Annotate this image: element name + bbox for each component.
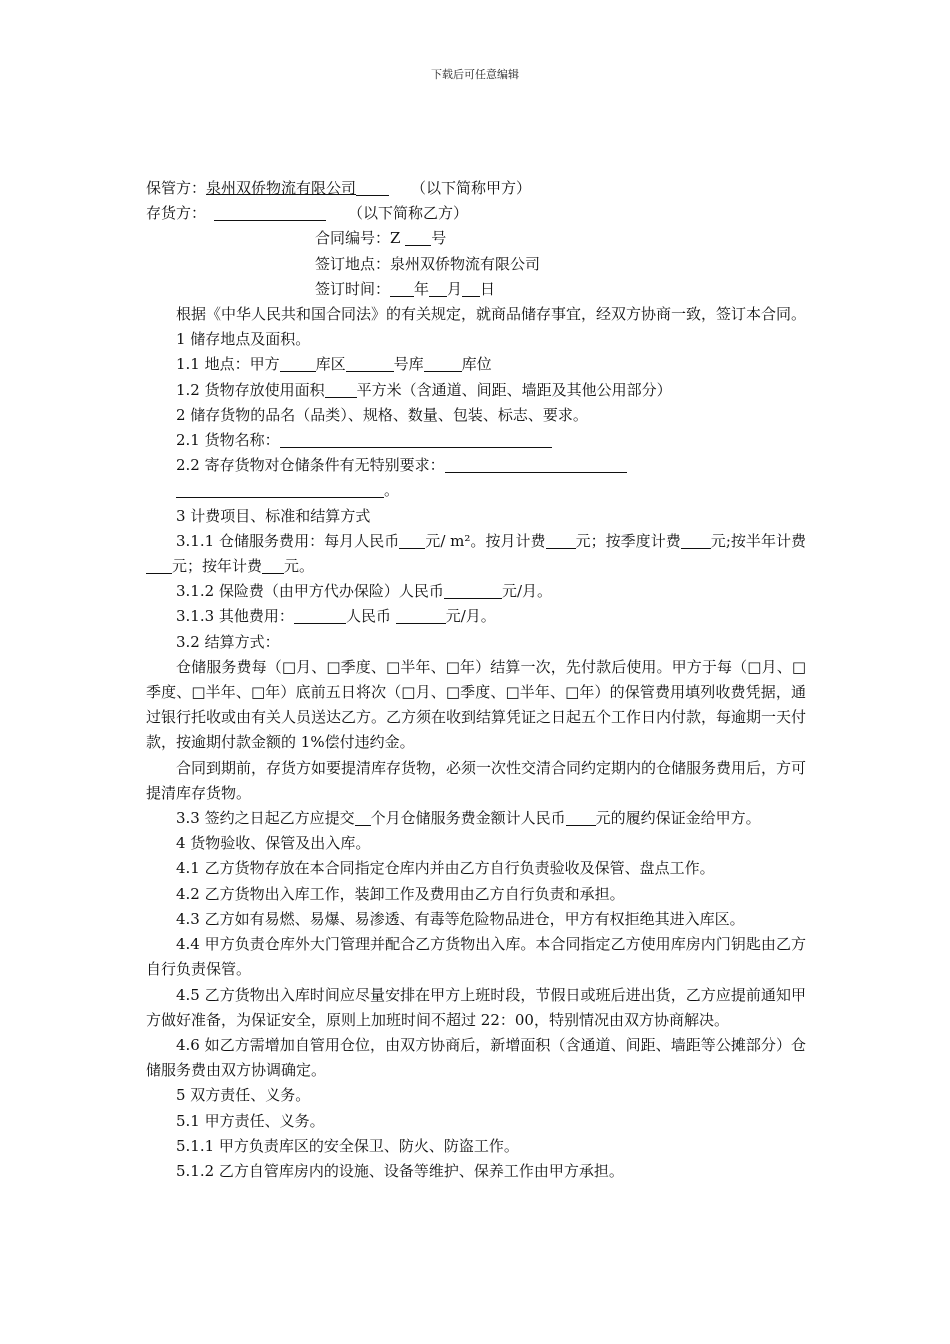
clause-5-1-1: 5.1.1 甲方负责库区的安全保卫、防火、防盗工作。 — [176, 1136, 519, 1155]
half-year-fee-blank[interactable] — [146, 556, 172, 574]
clause-3-1-2 — [146, 579, 806, 604]
clause-3-1-3-a: 3.1.3 其他费用： — [176, 607, 294, 626]
clause-4-6: 4.6 如乙方需增加自管用仓位，由双方协商后，新增面积（含通道、间距、墙距等公摊部分）仓储服务费由双方协调确定。 — [146, 1035, 806, 1080]
clause-2-2-cont — [146, 478, 806, 503]
section-1-title: 1 储存地点及面积。 — [176, 330, 311, 349]
contract-document — [146, 176, 806, 1184]
keeper-line — [146, 176, 806, 201]
section-4-title: 4 货物验收、保管及出入库。 — [176, 834, 371, 853]
clause-3-1-1-d: 元;按半年计费 — [710, 531, 806, 550]
clause-3-3-c: 元的履约保证金给甲方。 — [595, 809, 761, 828]
clause-4-1: 4.1 乙方货物存放在本合同指定仓库内并由乙方自行负责验收及保管、盘点工作。 — [176, 859, 715, 878]
goods-name-blank[interactable] — [280, 430, 552, 448]
clause-3-1-3-b: 人民币 — [345, 607, 396, 626]
quarterly-fee-blank[interactable] — [681, 531, 711, 549]
clause-1-1-text: 1.1 地点：甲方 — [176, 355, 280, 374]
yearly-fee-blank[interactable] — [262, 556, 284, 574]
depositor-line — [146, 201, 806, 226]
clause-2-2-text: 2.2 寄存货物对仓储条件有无特别要求： — [176, 456, 445, 475]
clause-2-2 — [146, 453, 806, 478]
special-req-blank[interactable] — [445, 455, 627, 473]
clause-3-2: 3.2 结算方式： — [176, 632, 280, 651]
clause-4-4: 4.4 甲方负责仓库外大门管理并配合乙方货物出入库。本合同指定乙方使用库房内门钥匙由乙方自行负责保管。 — [146, 935, 806, 979]
month-label: 月 — [447, 279, 463, 298]
monthly-fee-blank[interactable] — [546, 531, 576, 549]
contract-number-line — [146, 226, 806, 251]
clause-4-3: 4.3 乙方如有易燃、易爆、易渗透、有毒等危险物品进仓，甲方有权拒绝其进入库区。 — [176, 909, 745, 928]
deposit-amount-blank[interactable] — [566, 808, 596, 826]
settlement-paragraph-1: 仓储服务费每（□月、□季度、□半年、□年）结算一次，先付款后使用。甲方于每（□月、□季度、□半年、□年）底前五日将次（□月、□季度、□半年、□年）的保管费用填列收费凭据，通过银行托收或由有关人员送达乙方。乙方须在收到结算凭证之日起五个工作日内付款，每逾期一天付款，按逾期付款金额的 1%偿付违约金。 — [146, 657, 807, 752]
clause-3-1-1 — [146, 529, 806, 579]
clause-1-1-slot: 库位 — [461, 355, 492, 374]
warehouse-blank[interactable] — [346, 354, 394, 372]
slot-blank[interactable] — [424, 354, 462, 372]
clause-1-1-warehouse: 号库 — [393, 355, 424, 374]
clause-3-1-3-c: 元/月。 — [445, 607, 496, 626]
area-blank[interactable] — [325, 380, 357, 398]
clause-4-5: 4.5 乙方货物出入库时间应尽量安排在甲方上班时段，节假日或班后进出货，乙方应提前通知甲方做好准备，为保证安全，原则上加班时间不超过 22：00，特别情况由双方协商解决。 — [146, 985, 806, 1029]
keeper-blank[interactable] — [356, 178, 389, 196]
settlement-paragraph-2: 合同到期前，存货方如要提清库存货物，必须一次性交清合同约定期内的仓储服务费用后，方可提清库存货物。 — [146, 758, 807, 802]
clause-3-3-a: 3.3 签约之日起乙方应提交 — [176, 809, 355, 828]
clause-3-1-1-b: 元/ m²。按月计费 — [425, 531, 546, 550]
year-label: 年 — [414, 279, 430, 298]
special-req-blank-2[interactable] — [176, 480, 384, 498]
clause-3-1-3 — [146, 604, 806, 629]
month-blank[interactable] — [429, 279, 447, 297]
contract-number-blank[interactable] — [405, 228, 431, 246]
section-3-title: 3 计费项目、标准和结算方式 — [176, 506, 371, 525]
other-fee-name-blank[interactable] — [294, 606, 346, 624]
contract-number-suffix: 号 — [431, 229, 447, 248]
signing-place: 签订地点：泉州双侨物流有限公司 — [315, 254, 541, 273]
clause-3-3 — [146, 806, 806, 831]
deposit-months-blank[interactable] — [355, 808, 371, 826]
clause-2-2-end: 。 — [384, 481, 400, 500]
clause-3-1-1-f: 元。 — [284, 557, 315, 576]
clause-3-3-b: 个月仓储服务费金额计人民币 — [370, 809, 566, 828]
clause-3-1-1-a: 3.1.1 仓储服务费用：每月人民币 — [176, 531, 400, 550]
depositor-blank[interactable] — [214, 203, 326, 221]
clause-1-2-text: 1.2 货物存放使用面积 — [176, 380, 325, 399]
clause-2-1-text: 2.1 货物名称： — [176, 431, 280, 450]
clause-5-1: 5.1 甲方责任、义务。 — [176, 1111, 325, 1130]
clause-1-2 — [146, 378, 806, 403]
keeper-label: 保管方： — [146, 179, 207, 197]
clause-5-1-2: 5.1.2 乙方自管库房内的设施、设备等维护、保养工作由甲方承担。 — [176, 1161, 624, 1180]
section-2-title: 2 储存货物的品名（品类）、规格、数量、包装、标志、要求。 — [176, 405, 588, 424]
day-blank[interactable] — [462, 279, 480, 297]
section-5-title: 5 双方责任、义务。 — [176, 1086, 311, 1105]
year-blank[interactable] — [390, 279, 414, 297]
signing-time-line — [146, 277, 806, 302]
clause-3-1-1-e: 元；按年计费 — [172, 557, 263, 576]
clause-1-2-rest: 平方米（含通道、间距、墙距及其他公用部分） — [356, 380, 672, 399]
signing-time-label: 签订时间： — [315, 279, 391, 298]
keeper-suffix: （以下简称甲方） — [411, 179, 532, 197]
depositor-label: 存货方： — [146, 204, 207, 223]
depositor-suffix: （以下简称乙方） — [348, 204, 469, 223]
clause-1-1-zone: 库区 — [315, 355, 346, 374]
monthly-rate-blank[interactable] — [399, 531, 425, 549]
zone-blank[interactable] — [280, 354, 316, 372]
keeper-name: 泉州双侨物流有限公司 — [206, 179, 357, 197]
clause-3-1-2-a: 3.1.2 保险费（由甲方代办保险）人民币 — [176, 582, 444, 601]
intro-paragraph: 根据《中华人民共和国合同法》的有关规定，就商品储存事宜，经双方协商一致，签订本合同。 — [176, 305, 807, 324]
contract-number-label: 合同编号：Z — [315, 229, 406, 248]
header-note: 下载后可任意编辑 — [431, 68, 519, 81]
clause-1-1 — [146, 352, 806, 377]
clause-2-1 — [146, 428, 806, 453]
clause-3-1-1-c: 元；按季度计费 — [575, 531, 681, 550]
clause-3-1-2-b: 元/月。 — [501, 582, 552, 601]
insurance-blank[interactable] — [444, 581, 502, 599]
clause-4-2: 4.2 乙方货物出入库工作，装卸工作及费用由乙方自行负责和承担。 — [176, 884, 625, 903]
day-label: 日 — [480, 279, 496, 298]
other-fee-blank[interactable] — [396, 606, 446, 624]
